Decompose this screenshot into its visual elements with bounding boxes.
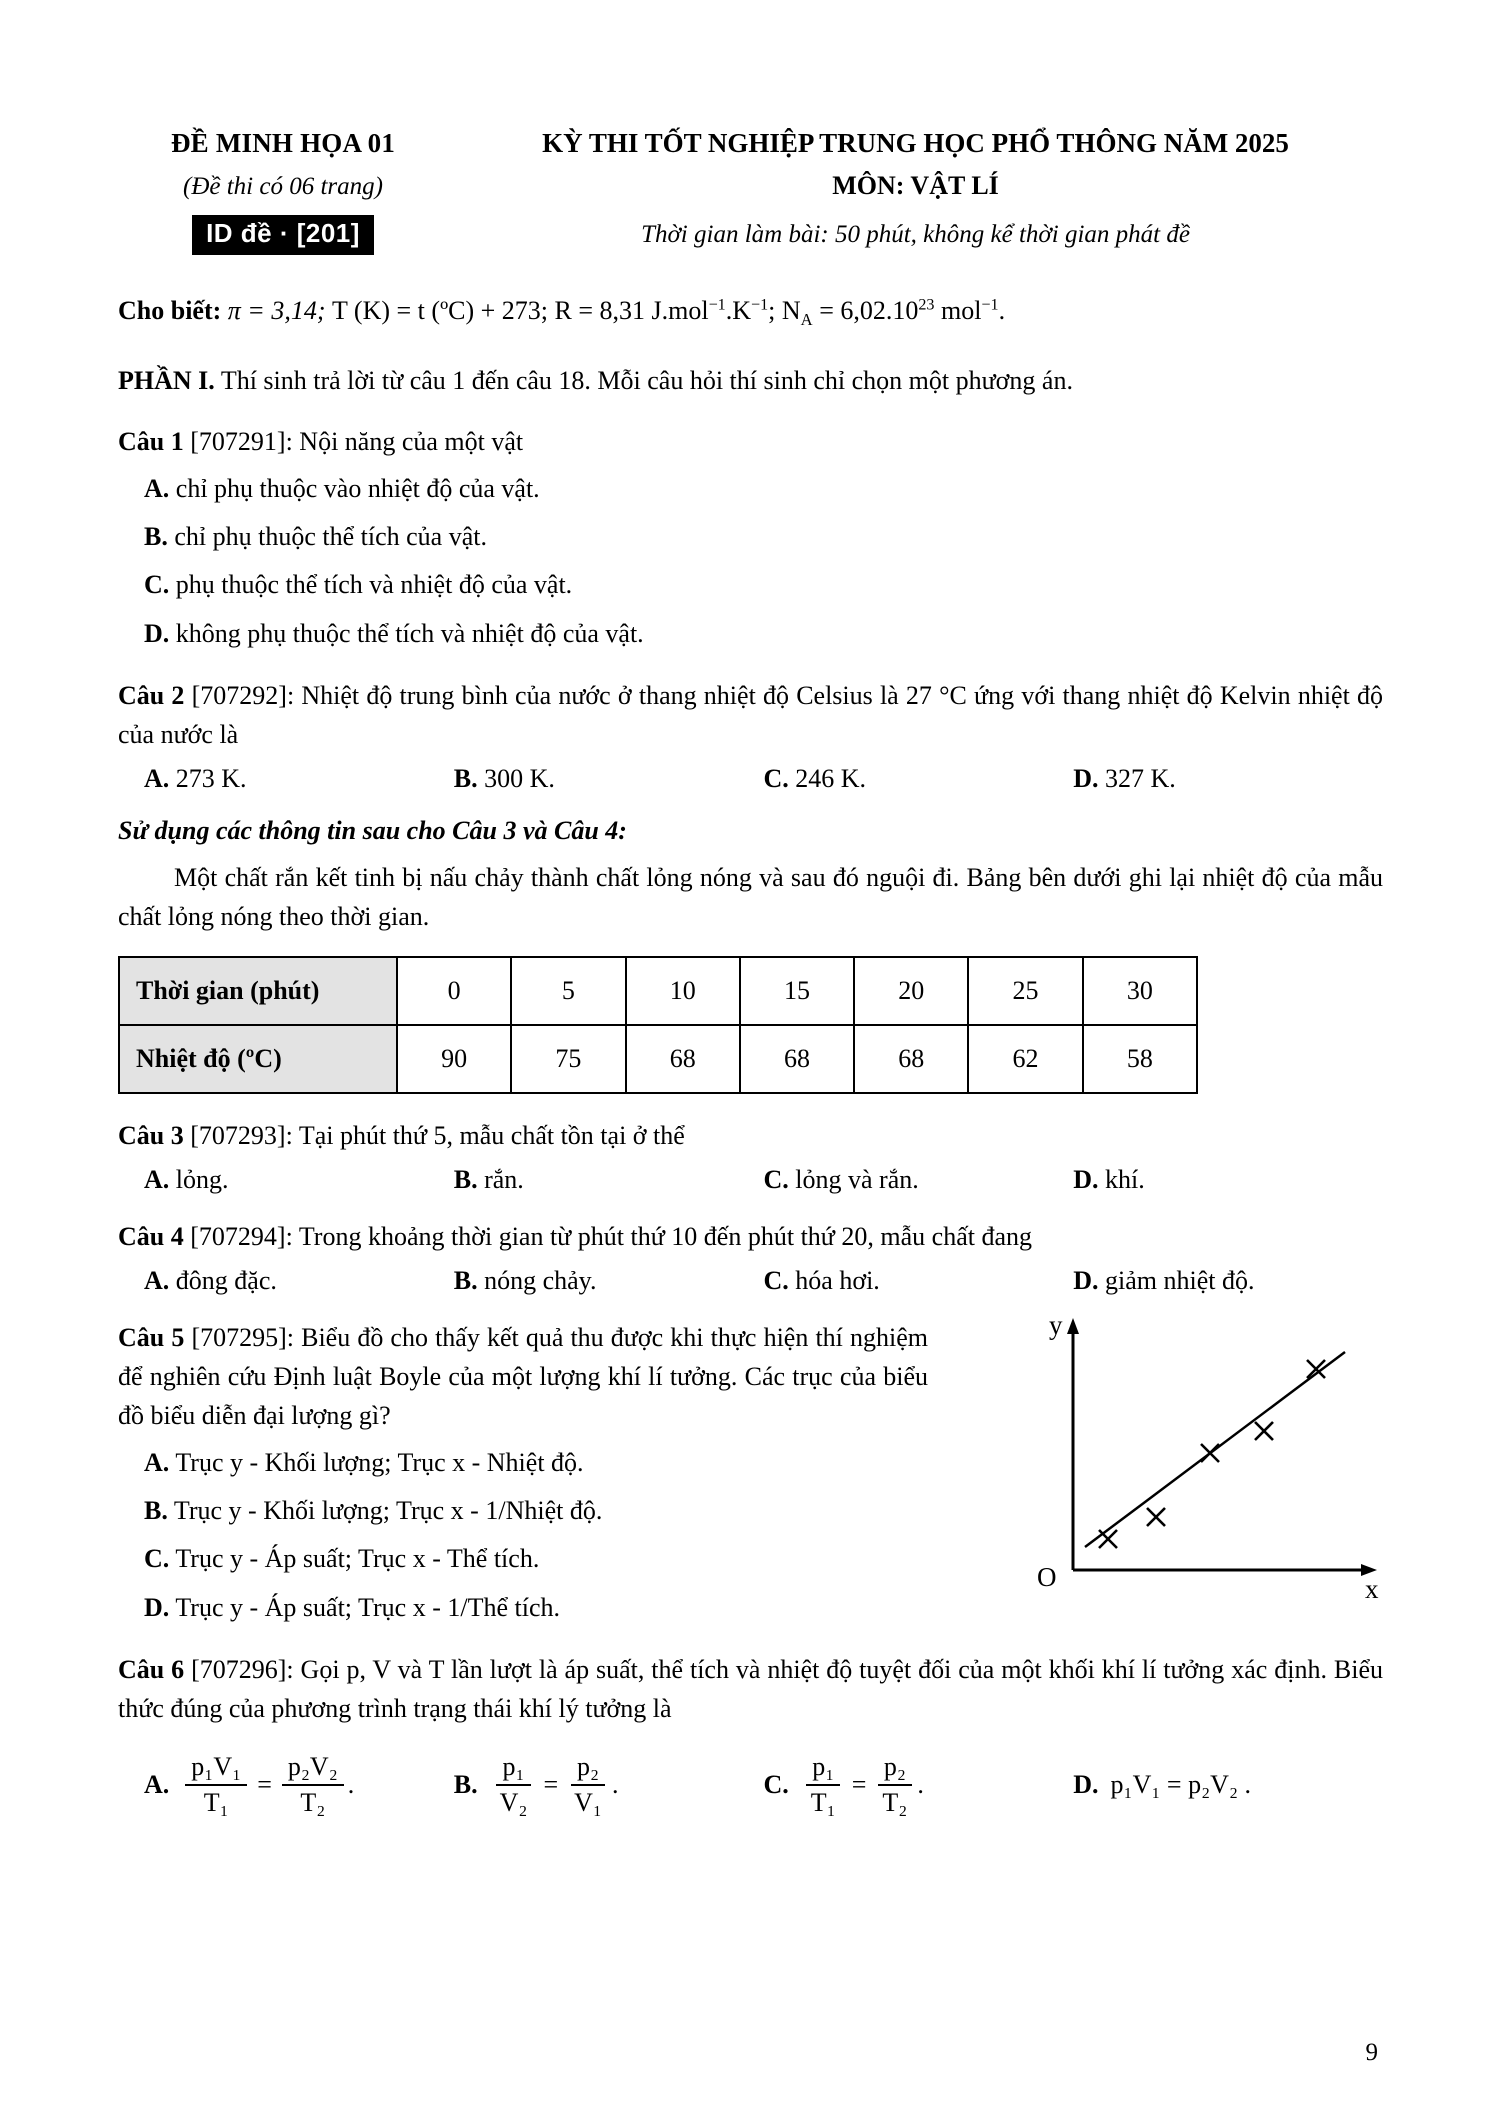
option-letter: B. [453, 1265, 478, 1295]
duration-note: Thời gian làm bài: 50 phút, không kể thời gian phát đề [641, 220, 1190, 248]
table-cell: 20 [854, 957, 968, 1025]
temperature-time-table [118, 956, 1198, 1094]
question-3-option-c[interactable] [764, 1165, 1074, 1195]
option-text: 300 K. [484, 763, 555, 793]
avogadro-unit-exponent: −1 [981, 296, 999, 314]
table-cell: 5 [511, 957, 625, 1025]
subject-cell [448, 171, 1383, 201]
question-1-option-a[interactable] [118, 469, 1383, 509]
question-4 [118, 1217, 1383, 1256]
question-6-option-d[interactable] [1073, 1770, 1383, 1800]
constant-pi: π = 3,14; [227, 295, 326, 325]
table-row-time [119, 957, 1197, 1025]
option-tail: . [917, 1769, 924, 1799]
fraction-right [282, 1752, 344, 1818]
shared-info-heading: Sử dụng các thông tin sau cho Câu 3 và Câu 4: [118, 815, 627, 845]
question-4-option-d[interactable] [1073, 1266, 1383, 1296]
fraction-denominator: V₂ [499, 1787, 528, 1817]
scatter-svg [1015, 1312, 1395, 1602]
option-letter: A. [144, 763, 170, 793]
pages-note-cell [118, 173, 448, 201]
option-letter: B. [453, 763, 478, 793]
question-1-label: Câu 1 [118, 426, 184, 456]
question-5-option-c[interactable] [118, 1539, 928, 1579]
equals-sign: = [543, 1769, 559, 1799]
question-1 [118, 422, 1383, 461]
question-5 [118, 1318, 928, 1435]
option-text: 273 K. [175, 763, 247, 793]
question-4-id: [707294]: [190, 1221, 293, 1251]
constant-temperature: T (K) = t (ºC) + 273; [332, 295, 549, 325]
table-cell: 68 [854, 1025, 968, 1093]
question-5-id: [707295]: [191, 1322, 294, 1352]
option-letter: A. [144, 1447, 170, 1477]
table-rowhead-time: Thời gian (phút) [119, 957, 397, 1025]
option-text: Trục y - Khối lượng; Trục x - 1/Nhiệt độ. [173, 1496, 603, 1526]
avogadro-period: . [998, 295, 1006, 325]
question-5-option-d[interactable] [118, 1588, 928, 1628]
fraction-left [805, 1752, 842, 1818]
table-rowhead-temperature: Nhiệt độ (ºC) [119, 1025, 397, 1093]
question-5-label: Câu 5 [118, 1322, 185, 1352]
table-cell: 68 [740, 1025, 854, 1093]
table-cell: 75 [511, 1025, 625, 1093]
avogadro-subscript: A [800, 310, 813, 330]
question-3-label: Câu 3 [118, 1120, 184, 1150]
question-5-text-column [118, 1318, 928, 1628]
data-markers [1099, 1360, 1325, 1548]
option-letter: D. [1073, 1769, 1099, 1799]
fraction-denominator: V₁ [574, 1787, 602, 1817]
fraction-right [568, 1752, 608, 1818]
given-constants [118, 293, 1383, 328]
avogadro-symbol: N [781, 295, 801, 325]
option-text: rắn. [484, 1164, 524, 1194]
question-2-options [118, 764, 1383, 794]
question-1-option-c[interactable] [118, 565, 1383, 605]
origin-label: O [1037, 1561, 1057, 1592]
subject-label: MÔN: VẬT LÍ [832, 171, 999, 200]
question-1-id: [707291]: [190, 426, 293, 456]
equals-sign: = [851, 1769, 867, 1799]
question-2 [118, 676, 1383, 754]
question-3-stem: Tại phút thứ 5, mẫu chất tồn tại ở thể [298, 1120, 685, 1150]
question-6-label: Câu 6 [118, 1655, 185, 1685]
fraction-numerator: p₁ [806, 1752, 840, 1786]
data-point-3 [1201, 1444, 1219, 1462]
header-row-title [118, 128, 1383, 159]
avogadro-exponent: 23 [918, 296, 935, 314]
boyle-law-scatter-chart [1015, 1312, 1395, 1602]
option-text: Trục y - Áp suất; Trục x - 1/Thể tích. [175, 1592, 561, 1622]
exam-title: KỲ THI TỐT NGHIỆP TRUNG HỌC PHỔ THÔNG NĂM 2025 [542, 128, 1289, 158]
given-label: Cho biết: [118, 295, 222, 325]
option-text: khí. [1105, 1164, 1145, 1194]
option-text: phụ thuộc thể tích và nhiệt độ của vật. [175, 570, 573, 600]
question-6-stem: Gọi p, V và T lần lượt là áp suất, thể tích và nhiệt độ tuyệt đối của một khối khí lí tưởng xác định. Biểu thức đúng của phương trình trạng thái khí lý tưởng là [118, 1655, 1383, 1724]
pages-note: (Đề thi có 06 trang) [183, 173, 383, 200]
option-letter: C. [763, 763, 789, 793]
option-letter: C. [144, 570, 170, 600]
gas-constant-exp2: −1 [751, 296, 769, 314]
option-letter: B. [453, 1164, 478, 1194]
table-cell: 15 [740, 957, 854, 1025]
question-6 [118, 1650, 1383, 1728]
table-cell: 10 [626, 957, 740, 1025]
option-letter: D. [1073, 763, 1099, 793]
question-2-option-c[interactable] [764, 764, 1074, 794]
question-4-options [118, 1266, 1383, 1296]
option-letter: A. [144, 1164, 170, 1194]
question-4-label: Câu 4 [118, 1221, 184, 1251]
table-cell: 58 [1083, 1025, 1197, 1093]
fraction-denominator: T₂ [882, 1787, 908, 1817]
exam-code-cell [118, 128, 448, 159]
equals-sign: = [257, 1769, 272, 1799]
option-text: Trục y - Áp suất; Trục x - Thể tích. [175, 1544, 540, 1574]
part-one-heading [118, 362, 1383, 400]
fraction-numerator: p₁V₁ [185, 1752, 247, 1786]
option-letter: D. [1073, 1265, 1099, 1295]
option-letter: A. [144, 473, 170, 503]
fraction-numerator: p₂ [571, 1752, 605, 1786]
table-cell: 0 [397, 957, 511, 1025]
option-letter: C. [763, 1769, 789, 1799]
option-tail: . [611, 1769, 619, 1799]
option-text: 327 K. [1105, 763, 1176, 793]
question-2-stem: Nhiệt độ trung bình của nước ở thang nhiệt độ Celsius là 27 °C ứng với thang nhiệt độ Kelvin nhiệt độ của nước là [118, 680, 1383, 749]
question-5-option-a[interactable] [118, 1443, 928, 1483]
part-one-text: Thí sinh trả lời từ câu 1 đến câu 18. Mỗi câu hỏi thí sinh chỉ chọn một phương án. [220, 365, 1073, 395]
option-text: hóa hơi. [795, 1265, 880, 1295]
y-axis-arrow [1067, 1318, 1079, 1334]
y-axis-label: y [1049, 1311, 1063, 1340]
question-3-option-d[interactable] [1073, 1165, 1383, 1195]
question-3-id: [707293]: [190, 1120, 293, 1150]
question-6-option-c[interactable] [764, 1752, 1074, 1818]
fraction-right [876, 1752, 913, 1818]
option-letter: B. [453, 1769, 478, 1799]
exam-id-badge: ID đề · [201] [192, 215, 374, 255]
question-3-option-b[interactable] [454, 1165, 764, 1195]
question-5-block [118, 1311, 1383, 1628]
option-letter: B. [144, 521, 168, 551]
question-3-options [118, 1165, 1383, 1195]
option-letter: A. [144, 1265, 170, 1295]
question-1-stem: Nội năng của một vật [299, 426, 524, 456]
table-cell: 30 [1083, 957, 1197, 1025]
table-row-temperature [119, 1025, 1197, 1093]
question-1-option-b[interactable] [118, 517, 1383, 557]
question-4-option-c[interactable] [764, 1266, 1074, 1296]
option-text: lỏng. [175, 1164, 229, 1194]
option-letter: C. [763, 1164, 789, 1194]
fraction-numerator: p₁ [496, 1752, 530, 1786]
option-text: 246 K. [795, 763, 867, 793]
question-2-id: [707292]: [191, 680, 295, 710]
data-point-4 [1255, 1422, 1273, 1440]
shared-info-paragraph: Một chất rắn kết tinh bị nấu chảy thành chất lỏng nóng và sau đó nguội đi. Bảng bên dưới ghi lại nhiệt độ của mẫu chất lỏng nóng theo thời gian. [118, 862, 1383, 931]
gas-constant-value: R = 8,31 J.mol [554, 295, 709, 325]
question-2-label: Câu 2 [118, 680, 185, 710]
question-2-option-d[interactable] [1073, 764, 1383, 794]
option-text: chỉ phụ thuộc thể tích của vật. [174, 521, 487, 551]
question-2-option-a[interactable] [144, 764, 454, 794]
gas-constant-end: ; [768, 295, 776, 325]
option-text: chỉ phụ thuộc vào nhiệt độ của vật. [175, 473, 540, 503]
fraction-numerator: p₂V₂ [282, 1752, 344, 1786]
avogadro-value: = 6,02.10 [812, 295, 919, 325]
option-tail: . [347, 1769, 355, 1799]
id-badge-cell [118, 215, 448, 255]
question-6-option-a[interactable] [144, 1752, 454, 1818]
question-6-option-b[interactable] [454, 1752, 764, 1818]
constant-avogadro [781, 295, 1006, 330]
fraction-left [185, 1752, 247, 1818]
table-cell: 68 [626, 1025, 740, 1093]
page-content [118, 128, 1383, 1818]
option-text: p₁V₁ = p₂V₂ . [1110, 1769, 1252, 1799]
data-point-1 [1099, 1530, 1117, 1548]
option-letter: A. [144, 1769, 170, 1799]
option-letter: C. [763, 1265, 789, 1295]
question-4-stem: Trong khoảng thời gian từ phút thứ 10 đến phút thứ 20, mẫu chất đang [298, 1221, 1032, 1251]
option-letter: B. [144, 1496, 168, 1526]
question-5-stem: Biểu đồ cho thấy kết quả thu được khi thực hiện thí nghiệm để nghiên cứu Định luật Boyle của một lượng khí lí tưởng. Các trục của biểu đồ biểu diễn đại lượng gì? [118, 1322, 928, 1430]
constant-gas [555, 296, 782, 325]
exam-code: ĐỀ MINH HỌA 01 [170, 128, 396, 158]
header-row-id [118, 215, 1383, 255]
fraction-left [494, 1752, 534, 1818]
table-cell: 62 [968, 1025, 1082, 1093]
document-header [118, 128, 1383, 255]
gas-constant-mid: .K [725, 295, 752, 325]
option-text: Trục y - Khối lượng; Trục x - Nhiệt độ. [175, 1447, 584, 1477]
question-6-options [118, 1752, 1383, 1818]
fraction-denominator: T₂ [300, 1787, 326, 1817]
question-3 [118, 1116, 1383, 1155]
option-text: nóng chảy. [484, 1265, 597, 1295]
header-row-subject [118, 171, 1383, 201]
question-2-option-b[interactable] [454, 764, 764, 794]
page-number: 9 [1365, 2039, 1378, 2066]
table-cell: 90 [397, 1025, 511, 1093]
fraction-denominator: T₁ [810, 1787, 836, 1817]
option-text: giảm nhiệt độ. [1105, 1265, 1255, 1295]
option-letter: D. [144, 618, 170, 648]
option-text: không phụ thuộc thể tích và nhiệt độ của vật. [175, 618, 644, 648]
table-cell: 25 [968, 957, 1082, 1025]
part-one-label: PHẦN I. [118, 365, 215, 395]
fraction-numerator: p₂ [878, 1752, 912, 1786]
exam-title-cell [448, 128, 1383, 159]
option-letter: D. [1073, 1164, 1099, 1194]
avogadro-unit: mol [934, 295, 982, 325]
question-6-id: [707296]: [191, 1655, 294, 1685]
option-text: đông đặc. [175, 1265, 277, 1295]
x-axis-label: x [1365, 1573, 1379, 1602]
question-1-option-d[interactable] [118, 614, 1383, 654]
option-text: lỏng và rắn. [795, 1164, 919, 1194]
gas-constant-exp1: −1 [708, 296, 726, 314]
fraction-denominator: T₁ [203, 1787, 229, 1817]
option-letter: D. [144, 1592, 170, 1622]
question-4-option-b[interactable] [454, 1266, 764, 1296]
question-4-option-a[interactable] [144, 1266, 454, 1296]
data-point-2 [1147, 1508, 1165, 1526]
question-5-option-b[interactable] [118, 1491, 928, 1531]
question-3-option-a[interactable] [144, 1165, 454, 1195]
option-letter: C. [144, 1544, 170, 1574]
